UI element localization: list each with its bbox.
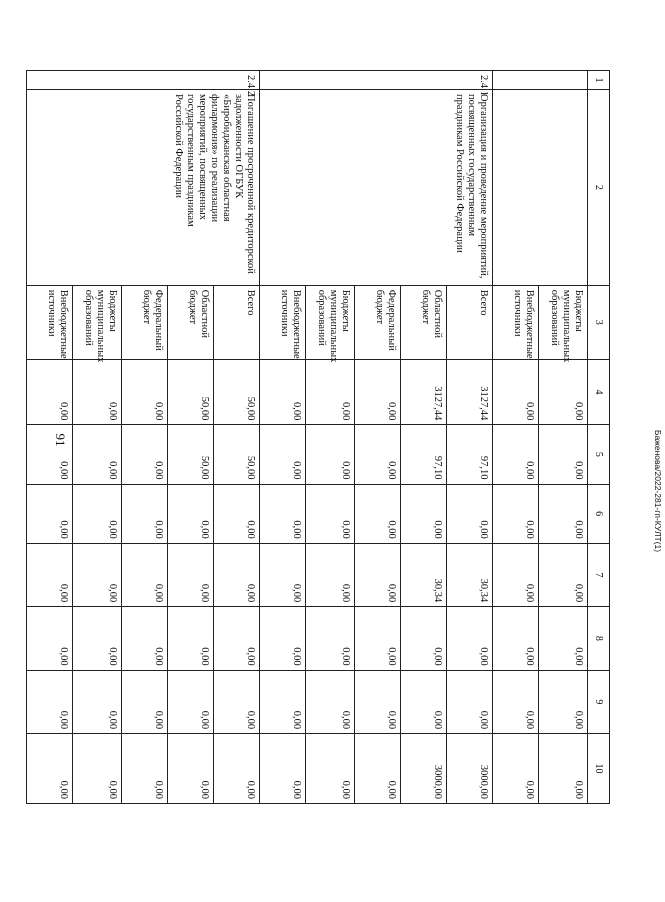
value-cell: 0,00	[168, 543, 214, 606]
value-cell: 0,00	[122, 734, 168, 804]
funding-source-cell: Бюджеты муниципальных образований	[539, 285, 588, 359]
value-cell: 0,00	[539, 359, 588, 425]
value-cell: 0,00	[539, 670, 588, 733]
item-name-cell: Организация и проведение мероприятий, посвященных государственным праздникам Российской Федерации	[260, 90, 493, 286]
value-cell: 0,00	[493, 359, 539, 425]
value-cell: 0,00	[27, 425, 73, 484]
value-cell: 0,00	[306, 670, 355, 733]
value-cell: 0,00	[447, 484, 493, 543]
value-cell: 0,00	[539, 543, 588, 606]
funding-source-cell: Внебюджетные источники	[260, 285, 306, 359]
funding-source-cell: Федеральный бюджет	[355, 285, 401, 359]
value-cell: 0,00	[447, 607, 493, 670]
item-name-cell	[493, 90, 588, 286]
funding-source-cell: Федеральный бюджет	[122, 285, 168, 359]
header-cell: 6	[588, 484, 610, 543]
value-cell: 0,00	[260, 734, 306, 804]
value-cell: 30,34	[447, 543, 493, 606]
value-cell: 0,00	[493, 670, 539, 733]
value-cell: 0,00	[214, 484, 260, 543]
value-cell: 0,00	[493, 484, 539, 543]
value-cell: 0,00	[168, 670, 214, 733]
item-code-cell: 2.4.2	[27, 71, 260, 90]
item-name-cell: Погашение просроченной кредиторской задолженности ОГБУК «Биробиджанская областная филармония» по реализации мероприятий, посвященных государственным праздникам Российской Федерации	[27, 90, 260, 286]
value-cell: 0,00	[493, 734, 539, 804]
value-cell: 0,00	[73, 359, 122, 425]
rotated-table-container	[46, 70, 610, 804]
value-cell: 0,00	[355, 670, 401, 733]
header-cell: 9	[588, 670, 610, 733]
value-cell: 0,00	[122, 484, 168, 543]
funding-source-cell: Областной бюджет	[401, 285, 447, 359]
header-row	[588, 71, 610, 804]
value-cell: 0,00	[260, 607, 306, 670]
value-cell: 0,00	[214, 734, 260, 804]
value-cell: 0,00	[73, 425, 122, 484]
value-cell: 0,00	[73, 607, 122, 670]
value-cell: 0,00	[306, 543, 355, 606]
value-cell: 0,00	[168, 484, 214, 543]
funding-source-cell: Бюджеты муниципальных образований	[306, 285, 355, 359]
table-row	[447, 71, 493, 804]
item-code-cell	[493, 71, 588, 90]
value-cell: 0,00	[401, 670, 447, 733]
table-row	[214, 71, 260, 804]
value-cell: 0,00	[355, 607, 401, 670]
header-cell: 3	[588, 285, 610, 359]
budget-table	[26, 70, 610, 804]
value-cell: 0,00	[355, 543, 401, 606]
table-row	[539, 71, 588, 804]
header-cell: 10	[588, 734, 610, 804]
value-cell: 0,00	[168, 734, 214, 804]
value-cell: 0,00	[355, 734, 401, 804]
value-cell: 0,00	[401, 607, 447, 670]
value-cell: 30,34	[401, 543, 447, 606]
value-cell: 0,00	[539, 607, 588, 670]
value-cell: 0,00	[214, 607, 260, 670]
funding-source-cell: Областной бюджет	[168, 285, 214, 359]
value-cell: 0,00	[27, 670, 73, 733]
funding-source-cell: Всего	[447, 285, 493, 359]
value-cell: 0,00	[73, 543, 122, 606]
value-cell: 0,00	[122, 543, 168, 606]
item-code-cell: 2.4.1	[260, 71, 493, 90]
document-footer: Баженова/2022-281-гп-КУЛТ(1)	[653, 429, 663, 553]
value-cell: 0,00	[122, 425, 168, 484]
value-cell: 97,10	[447, 425, 493, 484]
value-cell: 0,00	[27, 543, 73, 606]
header-cell: 4	[588, 359, 610, 425]
value-cell: 3127,44	[401, 359, 447, 425]
value-cell: 0,00	[122, 359, 168, 425]
value-cell: 3000,00	[447, 734, 493, 804]
value-cell: 50,00	[214, 359, 260, 425]
value-cell: 50,00	[168, 359, 214, 425]
value-cell: 0,00	[27, 734, 73, 804]
value-cell: 0,00	[493, 425, 539, 484]
value-cell: 0,00	[122, 670, 168, 733]
value-cell: 0,00	[306, 484, 355, 543]
funding-source-cell: Внебюджетные источники	[493, 285, 539, 359]
value-cell: 0,00	[27, 607, 73, 670]
value-cell: 0,00	[73, 670, 122, 733]
value-cell: 0,00	[355, 425, 401, 484]
value-cell: 0,00	[122, 607, 168, 670]
value-cell: 0,00	[168, 607, 214, 670]
value-cell: 0,00	[260, 484, 306, 543]
header-cell: 5	[588, 425, 610, 484]
value-cell: 0,00	[214, 543, 260, 606]
value-cell: 0,00	[539, 425, 588, 484]
value-cell: 0,00	[306, 425, 355, 484]
value-cell: 0,00	[355, 484, 401, 543]
funding-source-cell: Внебюджетные источники	[27, 285, 73, 359]
value-cell: 3127,44	[447, 359, 493, 425]
value-cell: 0,00	[260, 670, 306, 733]
value-cell: 0,00	[539, 734, 588, 804]
header-cell: 1	[588, 71, 610, 90]
header-cell: 7	[588, 543, 610, 606]
value-cell: 0,00	[306, 607, 355, 670]
value-cell: 0,00	[539, 484, 588, 543]
value-cell: 0,00	[73, 734, 122, 804]
funding-source-cell: Бюджеты муниципальных образований	[73, 285, 122, 359]
value-cell: 0,00	[260, 543, 306, 606]
value-cell: 0,00	[493, 543, 539, 606]
header-cell: 8	[588, 607, 610, 670]
value-cell: 50,00	[214, 425, 260, 484]
value-cell: 0,00	[73, 484, 122, 543]
value-cell: 0,00	[214, 670, 260, 733]
page-number: 91	[53, 433, 68, 447]
value-cell: 0,00	[401, 484, 447, 543]
value-cell: 0,00	[493, 607, 539, 670]
value-cell: 97,10	[401, 425, 447, 484]
value-cell: 0,00	[306, 734, 355, 804]
value-cell: 0,00	[260, 425, 306, 484]
value-cell: 0,00	[260, 359, 306, 425]
value-cell: 0,00	[447, 670, 493, 733]
funding-source-cell: Всего	[214, 285, 260, 359]
value-cell: 3000,00	[401, 734, 447, 804]
value-cell: 0,00	[27, 484, 73, 543]
value-cell: 0,00	[306, 359, 355, 425]
value-cell: 50,00	[168, 425, 214, 484]
value-cell: 0,00	[27, 359, 73, 425]
value-cell: 0,00	[355, 359, 401, 425]
header-cell: 2	[588, 90, 610, 286]
